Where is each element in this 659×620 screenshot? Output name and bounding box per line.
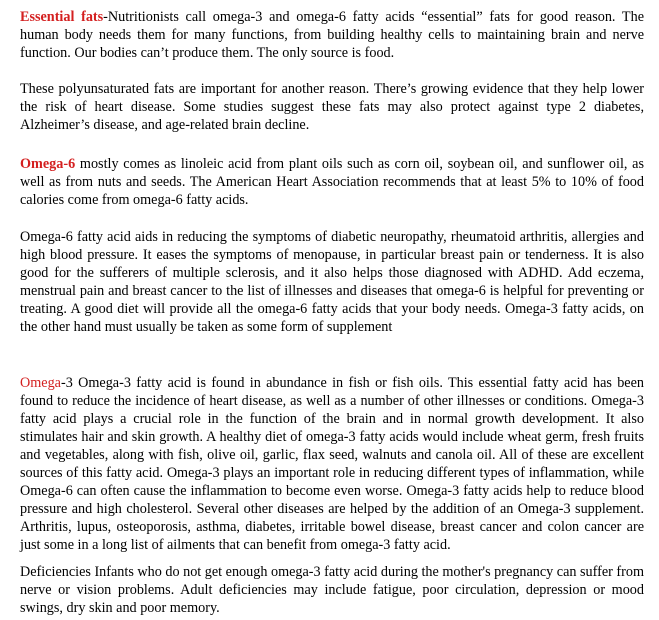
paragraph-omega-6-benefits	[20, 228, 644, 336]
paragraph-text: Deficiencies Infants who do not get enough omega-3 fatty acid during the mother's pregnancy can suffer from nerve or vision problems. Adult deficiencies may include fatigue, poor circulation, depression or mood swings, dry skin and poor memory.	[20, 564, 644, 616]
paragraph-essential-fats	[20, 8, 644, 62]
paragraph-text: mostly comes as linoleic acid from plant oils such as corn oil, soybean oil, and sunflower oil, as well as from nuts and seeds. The American Heart Association recommends that at least 5% to 10% of food calories come from omega-6 fatty acids.	[20, 156, 644, 208]
paragraph-polyunsaturated	[20, 80, 644, 134]
paragraph-text: -3 Omega-3 fatty acid is found in abundance in fish or fish oils. This essential fatty acid has been found to reduce the incidence of heart disease, as well as a number of other illnesses or conditions. Omega-3 fatty acid plays a crucial role in the function of the brain and in normal growth development. It also stimulates hair and skin growth. A healthy diet of omega-3 fatty acids would include wheat germ, fresh fruits and vegetables, along with fish, olive oil, garlic, flax seed, walnuts and canola oil. All of these are excellent sources of this fatty acid. Omega-3 plays an important role in reducing different types of inflammation, while Omega-6 can often cause the inflammation to become even worse. Omega-3 fatty acids help to reduce blood pressure and high cholesterol. Several other diseases are helped by the addition of an Omega-3 supplement. Arthritis, lupus, osteoporosis, asthma, diabetes, irritable bowel disease, breast cancer and colon cancer are just some in a long list of ailments that can benefit from omega-3 fatty acid.	[20, 375, 644, 553]
paragraph-omega-6	[20, 155, 644, 209]
heading-omega-6: Omega-6	[20, 156, 76, 172]
paragraph-text: -Nutritionists call omega-3 and omega-6 fatty acids “essential” fats for good reason. The human body needs them for many functions, from building healthy cells to maintaining brain and nerve function. Our bodies can’t produce them. The only source is food.	[20, 9, 644, 61]
heading-omega-3: Omega	[20, 375, 61, 391]
heading-essential-fats: Essential fats	[20, 9, 104, 25]
paragraph-omega-3	[20, 374, 644, 554]
paragraph-text: These polyunsaturated fats are important for another reason. There’s growing evidence that they help lower the risk of heart disease. Some studies suggest these fats may also protect against type 2 diabetes, Alzheimer’s disease, and age-related brain decline.	[20, 81, 644, 133]
paragraph-deficiencies	[20, 563, 644, 617]
paragraph-text: Omega-6 fatty acid aids in reducing the symptoms of diabetic neuropathy, rheumatoid arthritis, allergies and high blood pressure. It eases the symptoms of menopause, in particular breast pain or tenderness. It is also good for the sufferers of multiple sclerosis, and it also helps those diagnosed with ADHD. Add eczema, menstrual pain and breast cancer to the list of illnesses and diseases that omega-6 is helpful for preventing or treating. A good diet will provide all the omega-6 fatty acids that your body needs. Omega-3 fatty acids, on the other hand must usually be taken as some form of supplement	[20, 229, 644, 335]
